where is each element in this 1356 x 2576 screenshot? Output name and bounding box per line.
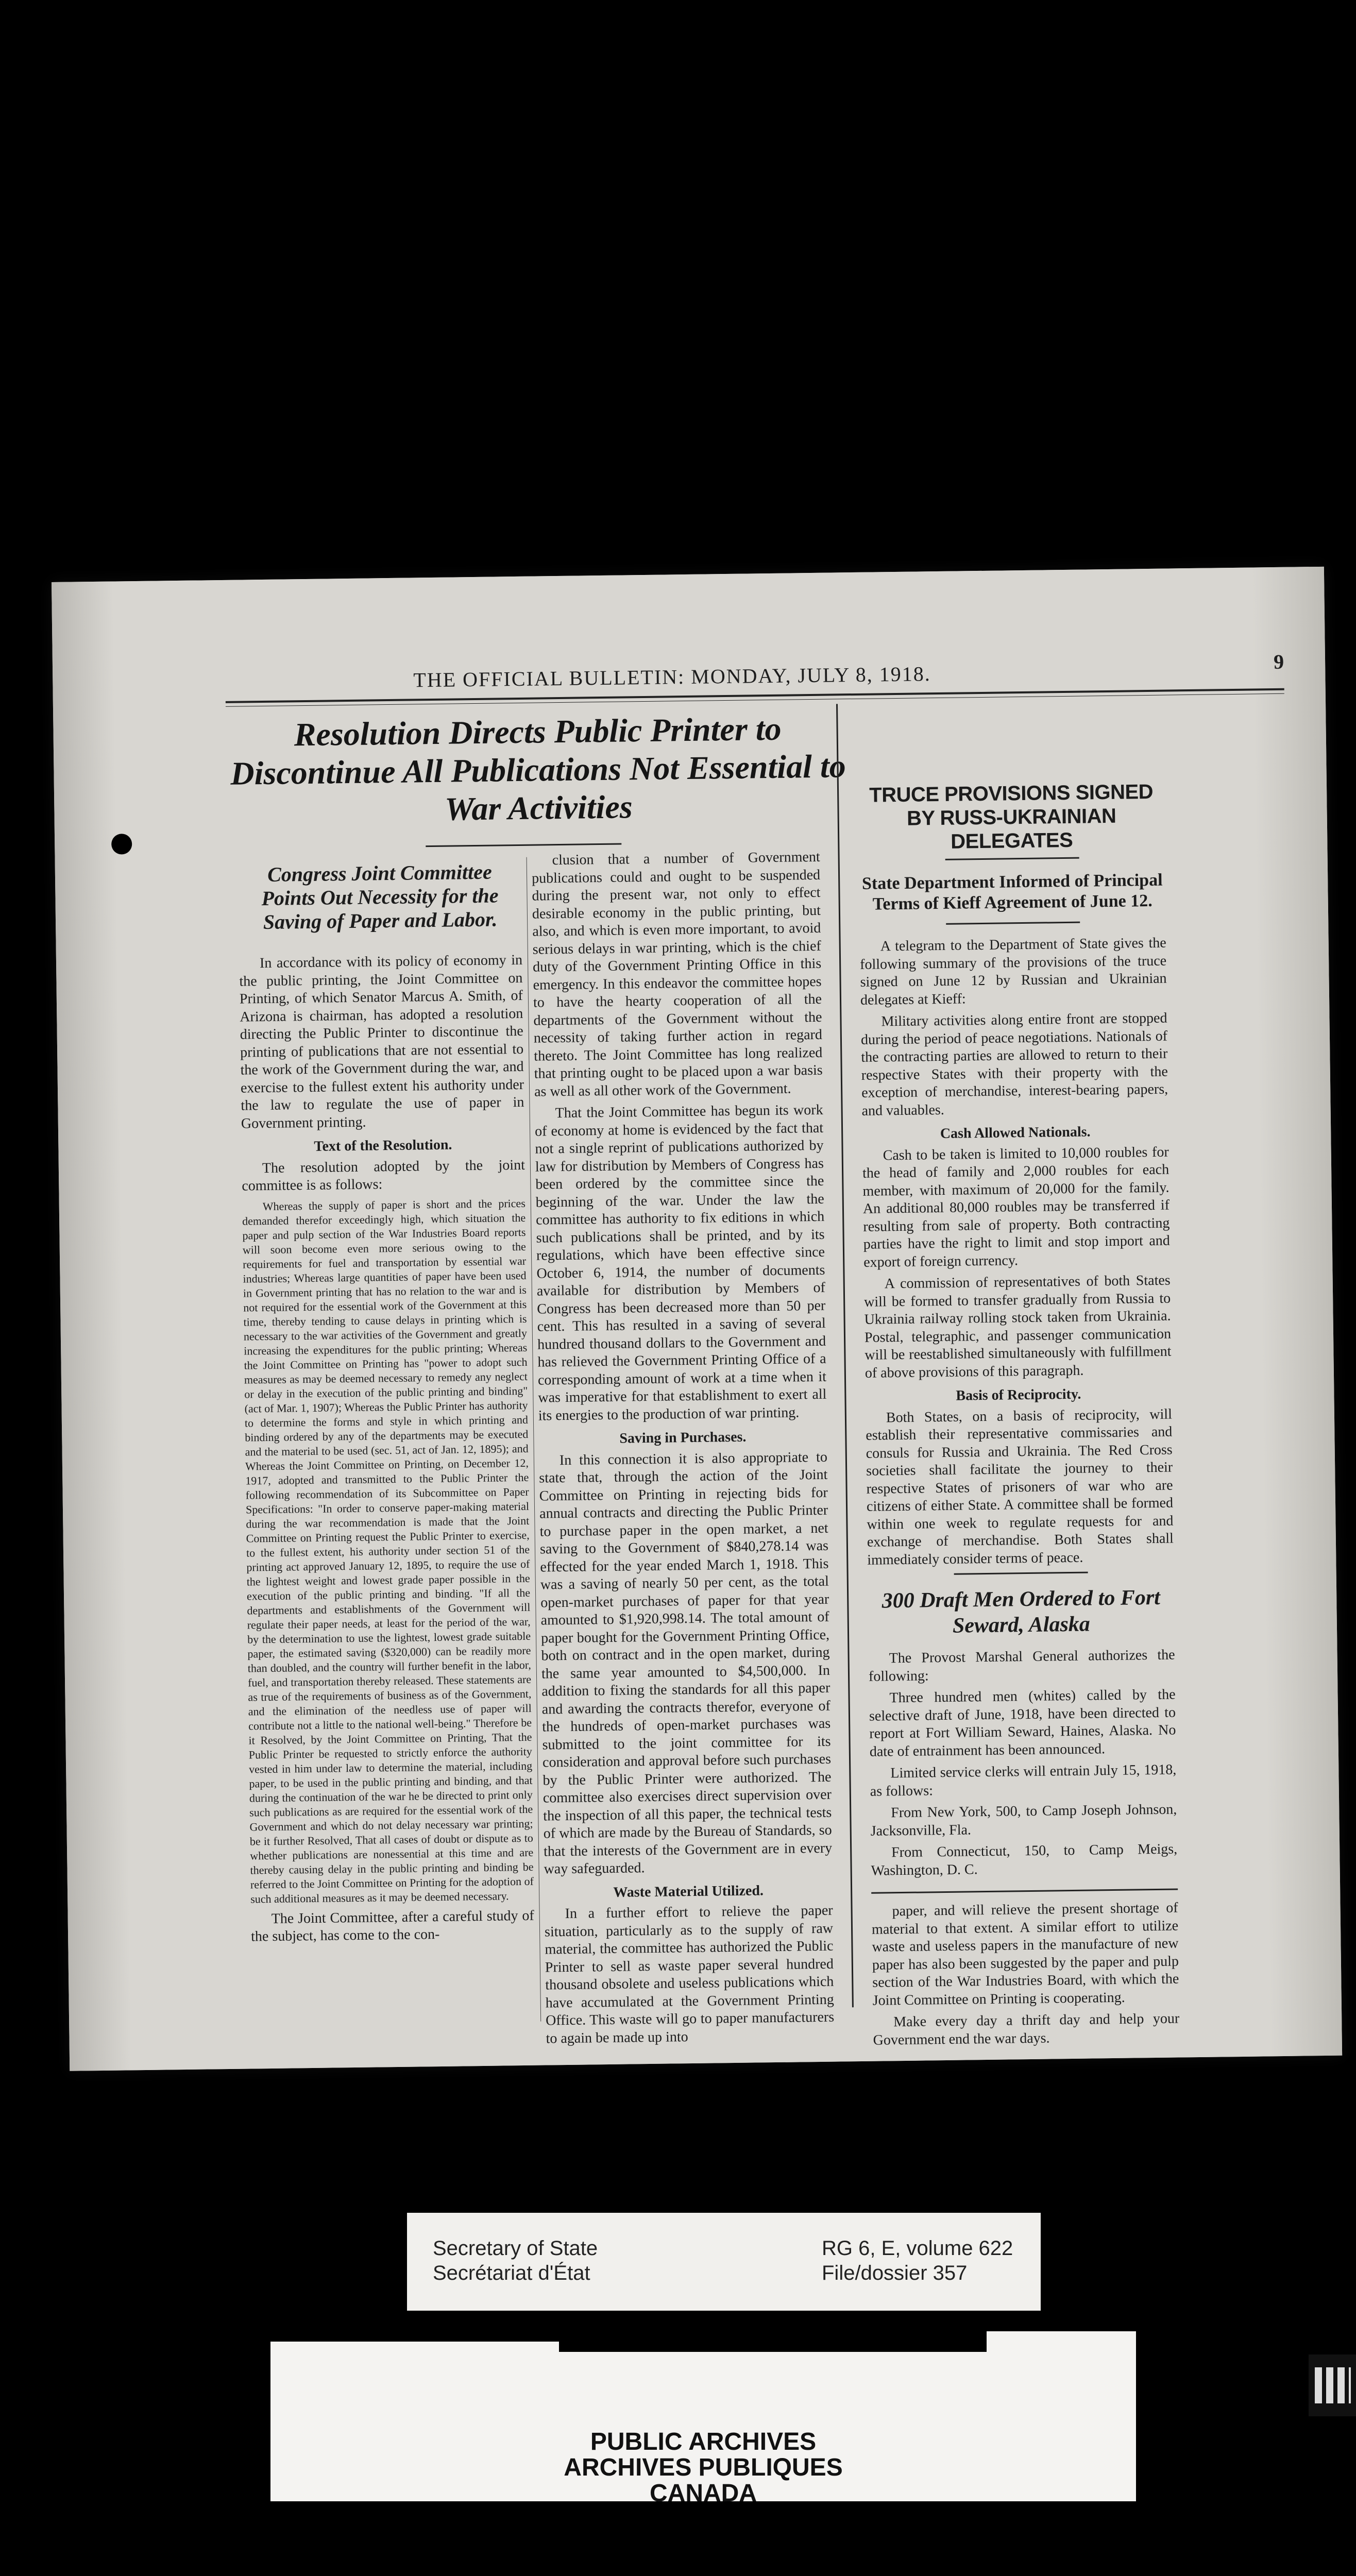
card-tab-right <box>987 2331 1136 2378</box>
paragraph: clusion that a number of Government publications could and ought to be suspended during the present war, not only to effect desirable economy in the public printing, but also, and which is even more important, to avoid serious delays in war printing, which is the chief duty of the Government Printing Office in this emergency. In this endeavor the committee hopes to have the hearty cooperation of all the departments of the Government without the necessity of taking further action in regard thereto. The Joint Committee has long realized that printing ought to be placed upon a war basis as well as all other work of the Government. <box>531 849 823 1100</box>
truce-subhead: State Department Informed of Principal Terms of Kieff Agreement of June 12. <box>861 870 1163 914</box>
paragraph: From Connecticut, 150, to Camp Meigs, Washington, D. C. <box>871 1841 1178 1879</box>
record-group: RG 6, E, volume 622 <box>822 2237 1013 2260</box>
paragraph: Three hundred men (whites) called by the selective draft of June, 1918, have been directed to report at Fort William Seward, Haines, Alaska. No date of entrainment has been announced. <box>869 1686 1176 1760</box>
truce-headline: TRUCE PROVISIONS SIGNED BY RUSS-UKRAINIAN DELEGATES <box>869 780 1154 853</box>
section-heading: Basis of Reciprocity. <box>956 1386 1081 1404</box>
archives-card <box>270 2352 1136 2507</box>
section-heading: Saving in Purchases. <box>619 1429 747 1447</box>
file-number: File/dossier 357 <box>822 2262 968 2284</box>
main-article-column-2 <box>531 849 834 2052</box>
paragraph: Both States, on a basis of reciprocity, will establish their representative commissaries and consuls for Russia and Ukrainia. The Red Cross societies shall facilitate the journey to their respective States of prisoners of war who are citizens of either State. A committee shall be formed within one week to regulate requests for and exchange of merchandise. Both States shall immediately consider terms of peace. <box>866 1406 1174 1568</box>
paragraph: Limited service clerks will entrain July 15, 1918, as follows: <box>870 1761 1177 1800</box>
paragraph: Make every day a thrift day and help your Government end the war days. <box>873 2010 1180 2048</box>
paragraph: Military activities along entire front are stopped during the period of peace negotiations. Nationals of the contracting parties are allowed to return to their respective States with their property with the exception of merchandise, interest-bearing papers, and valuables. <box>860 1010 1168 1119</box>
section-heading: Cash Allowed Nationals. <box>940 1124 1091 1142</box>
rule <box>945 857 1079 860</box>
page-number: 9 <box>1273 650 1284 674</box>
main-article-column-1 <box>238 855 535 1950</box>
paragraph: In this connection it is also appropriate to state that, through the action of the Joint Committee on Printing in rejecting bids for annual contracts and directing the Public Printer to purchase paper in the open market, a net saving to the Government of $840,278.14 was effected for the year ended March 1, 1918. This was a saving of nearly 50 per cent, as the total open-market purchases of paper for that year amounted to $1,920,998.14. The total amount of paper bought for the Government Printing Office, both on contract and in the open market, during the same year amounted to $4,500,000. In addition to fixing the standards for all this paper and awarding the contracts therefor, everyone of the hundreds of open-market purchases was submitted to the joint committee for its consideration and approval before such purchases by the Public Printer were authorized. The committee also exercises direct supervision over the inspection of all this paper, the technical tests of which are made by the Bureau of Standards, so that the interests of the Government are in every way safeguarded. <box>539 1449 833 1877</box>
archives-title <box>270 2429 1136 2506</box>
rule <box>946 922 1080 925</box>
archives-line-en: PUBLIC ARCHIVES <box>590 2428 817 2455</box>
draft-headline: 300 Draft Men Ordered to Fort Seward, Alaska <box>882 1585 1161 1638</box>
paragraph: In accordance with its policy of economy in the public printing, the Joint Committee on Printing, of which Senator Marcus A. Smith, of Arizona is chairman, has adopted a resolution directing the Public Printer to discontinue the printing of publications that are not essential to the work of the Government during the war, and exercise to the fullest extent his authority under the law to regulate the use of paper in Government printing. <box>239 952 524 1132</box>
main-subhead: Congress Joint Committee Points Out Necessity for the Saving of Paper and Labor. <box>261 860 499 934</box>
paragraph: The Joint Committee, after a careful study of the subject, has come to the con- <box>250 1907 534 1945</box>
section-heading: Text of the Resolution. <box>314 1137 452 1155</box>
card-tab-left <box>270 2342 559 2383</box>
archive-reference-label <box>407 2213 1041 2311</box>
department-fr: Secrétariat d'État <box>433 2262 590 2284</box>
paragraph: A commission of representatives of both States will be formed to transfer gradually from Russia to Ukrainia railway rolling stock taken from Ukrainia. Postal, telegraphic, and passenger communication will be reestablished simultaneously with fulfillment of above provisions of this paragraph. <box>863 1272 1172 1381</box>
paragraph: The resolution adopted by the joint committee is as follows: <box>242 1157 526 1194</box>
department-en: Secretary of State <box>433 2237 598 2260</box>
section-heading: Waste Material Utilized. <box>613 1882 764 1901</box>
label-department <box>433 2236 598 2285</box>
resolution-text: Whereas the supply of paper is short and the prices demanded therefor exceedingly high, which situation the paper and pulp section of the War Industries Board reports will soon become even more serious owing to the requirements for fuel and transportation by essential war industries; Whereas large quantities of paper have been used in Government printing that has no relation to the war and is not required for the essential work of the Government at this time, thereby tending to cause delays in printing which is necessary to the war activities of the Government and greatly increasing the expenditures for the public printing; Whereas the Joint Committee on Printing has "power to adopt such measures as may be deemed necessary to remedy any neglect or delay in the execution of the public printing and binding" (act of Mar. 1, 1907); Whereas the Public Printer has authority to determine the forms and style in which printing and binding ordered by any of the departments may be executed and the material to be used (sec. 51, act of Jan. 12, 1895); and Whereas the Joint Committee on Printing, on December 12, 1917, adopted and transmitted to the Public Printer the following recommendation of its Subcommittee on Paper Specifications: "In order to conserve paper-making material during the war recommendation is made that the Joint Committee on Printing request the Public Printer to exercise, to the fullest extent, his authority under section 51 of the printing act approved January 12, 1895, to require the use of the lightest weight and lowest grade paper possible in the execution of the public printing and binding. "If all the departments and establishments of the Government will regulate their paper needs, at least for the period of the war, by the determination to use the lightest, lowest grade suitable paper, the estimated saving ($320,000) can be readily more than doubled, and the country will further benefit in the labor, fuel, and transportation thereby released. These statements are as true of the requirements of business as of the Government, and the elimination of the needless use of paper will contribute not a little to the national well-being." Therefore be it Resolved, by the Joint Committee on Printing, That the Public Printer be requested to strictly enforce the authority vested in him under law to determine the material, including paper, to be used in the public printing and binding, and that during the continuation of the war he be directed to print only such publications as are required for the essential work of the Government and which do not delay necessary war printing; be it further Resolved, That all cases of doubt or dispute as to whether publications are nonessential at this time and are thereby causing delay in the public printing and binding be referred to the Joint Committee on Printing for the adoption of such additional measures as it may be deemed necessary. <box>242 1196 534 1905</box>
right-column <box>858 780 1180 2054</box>
rule <box>954 1572 1088 1575</box>
film-reel-edge <box>1309 2354 1356 2416</box>
bulletin-header: THE OFFICIAL BULLETIN: MONDAY, JULY 8, 1918. <box>413 662 931 692</box>
paragraph: In a further effort to relieve the paper situation, particularly as to the supply of raw material, the committee has authorized the Public Printer to sell as waste paper several hundred thousand obsolete and useless publications which have accumulated at the Government Printing Office. This waste will go to paper manufacturers to again be made up into <box>544 1902 835 2046</box>
archives-line-country: CANADA <box>650 2480 757 2507</box>
paragraph: The Provost Marshal General authorizes the following: <box>868 1647 1175 1685</box>
label-reference <box>822 2236 1013 2285</box>
archives-line-fr: ARCHIVES PUBLIQUES <box>564 2454 843 2481</box>
paragraph: A telegram to the Department of State gives the following summary of the provisions of the truce signed on June 12 by Russian and Ukrainian delegates at Kieff: <box>859 935 1167 1008</box>
paragraph: paper, and will relieve the present shortage of material to that extent. A similar effort to utilize waste and useless papers in the manufacture of new paper has also been suggested by the paper and pulp section of the War Industries Board, with which the Joint Committee on Printing is cooperating. <box>871 1900 1179 2009</box>
paragraph: That the Joint Committee has begun its work of economy at home is evidenced by the fact that not a single reprint of publications authorized by law for distribution by Members of Congress has been ordered by the committee since the beginning of the war. Under the law the committee has authority to fix editions in which such publications shall be printed, and by its regulations, which have been effective since October 6, 1914, the number of documents available for distribution by Members of Congress has been decreased more than 50 per cent. This has resulted in a saving of several hundred thousand dollars to the Government and has relieved the Government Printing Office of a corresponding amount of work at a time when it was imperative for that establishment to exert all its energies to the production of war printing. <box>534 1101 827 1424</box>
paragraph: Cash to be taken is limited to 10,000 roubles for the head of family and 2,000 roubles for each member, with maximum of 20,000 for the family. An additional 80,000 roubles may be transferred if resulting from sale of property. Both contracting parties have the right to limit and stop import and export of foreign currency. <box>862 1144 1170 1270</box>
main-headline: Resolution Directs Public Printer to Discontinue All Publications Not Essential to War Activities <box>230 710 846 827</box>
newspaper-page <box>52 567 1342 2071</box>
rule <box>871 1888 1178 1893</box>
paragraph: From New York, 500, to Camp Joseph Johnson, Jacksonville, Fla. <box>870 1801 1177 1839</box>
